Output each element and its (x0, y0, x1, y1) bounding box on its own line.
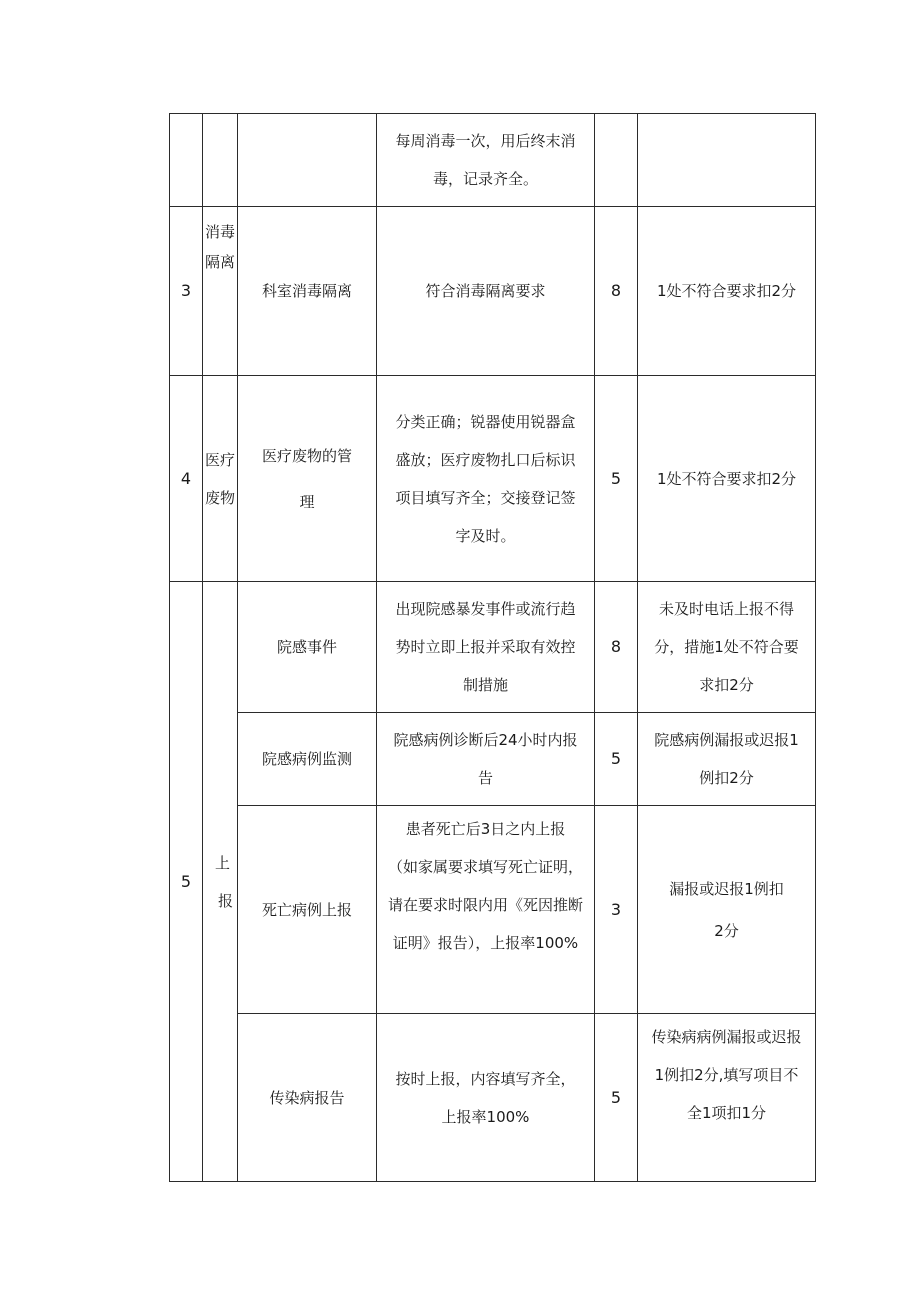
requirement-line: 势时立即上报并采取有效控 (395, 638, 576, 656)
cell-item (238, 376, 377, 582)
requirement-line: 患者死亡后3日之内上报 (405, 820, 566, 838)
category-line: 报 (217, 891, 233, 910)
rule-line: 未及时电话上报不得 (658, 600, 794, 618)
table-row-5-sub-4 (170, 1014, 816, 1182)
table-row-4 (170, 376, 816, 582)
cell-category (203, 582, 238, 1182)
requirement-line: 上报率100% (441, 1107, 530, 1126)
cell-item: 科室消毒隔离 (238, 207, 377, 376)
cell-rule (638, 1014, 816, 1182)
rule-line: 2分 (714, 921, 739, 940)
cell-requirement (377, 713, 595, 806)
cell-number: 3 (170, 207, 203, 376)
cell-rule: 1处不符合要求扣2分 (638, 376, 816, 582)
table-row-continuation (170, 114, 816, 207)
item-line: 医疗废物的管 (261, 446, 352, 465)
cell-score: 5 (595, 1014, 638, 1182)
cell-requirement (377, 376, 595, 582)
cell-item: 院感病例监测 (238, 713, 377, 806)
requirement-line: 毒，记录齐全。 (432, 170, 538, 188)
rule-line: 求扣2分 (699, 676, 754, 694)
cell-rule-empty (638, 114, 816, 207)
requirement-line: 告 (477, 769, 493, 787)
cell-score: 5 (595, 376, 638, 582)
cell-category (203, 376, 238, 582)
table-row-5-sub-2 (170, 713, 816, 806)
cell-score: 5 (595, 713, 638, 806)
requirement-line: 盛放；医疗废物扎口后标识 (395, 450, 576, 469)
cell-category (203, 207, 238, 376)
table-row-3 (170, 207, 816, 376)
rule-line: 漏报或迟报1例扣 (669, 879, 784, 898)
rule-line: 传染病病例漏报或迟报 (651, 1028, 802, 1046)
cell-item: 死亡病例上报 (238, 806, 377, 1014)
cell-requirement (377, 1014, 595, 1182)
cell-score: 8 (595, 207, 638, 376)
cell-rule: 1处不符合要求扣2分 (638, 207, 816, 376)
requirement-line: 请在要求时限内用《死因推断 (387, 896, 583, 914)
requirement-line: 每周消毒一次，用后终末消 (395, 132, 576, 150)
category-line: 医疗 (204, 450, 235, 469)
requirement-line: 字及时。 (455, 526, 516, 545)
cell-number: 5 (170, 582, 203, 1182)
category-line: 上 (214, 853, 230, 872)
cell-requirement (377, 582, 595, 713)
rule-line: 例扣2分 (699, 769, 754, 787)
cell-requirement (377, 806, 595, 1014)
category-line: 废物 (204, 488, 235, 507)
table-row-5-sub-3 (170, 806, 816, 1014)
rule-line: 1例扣2分,填写项目不 (654, 1066, 799, 1084)
requirement-line: 项目填写齐全；交接登记签 (395, 488, 576, 507)
cell-item-empty (238, 114, 377, 207)
cell-requirement (377, 114, 595, 207)
cell-score: 3 (595, 806, 638, 1014)
category-line: 消毒 (204, 223, 235, 241)
requirement-line: （如家属要求填写死亡证明， (387, 858, 583, 876)
scoring-table (169, 113, 816, 1182)
category-line: 隔离 (204, 253, 235, 271)
requirement-line: 院感病例诊断后24小时内报 (393, 731, 578, 749)
requirement-line: 分类正确；锐器使用锐器盒 (395, 412, 576, 431)
cell-item: 院感事件 (238, 582, 377, 713)
item-line: 理 (299, 492, 315, 511)
requirement-line: 制措施 (462, 676, 508, 694)
cell-category-empty (203, 114, 238, 207)
cell-number-empty (170, 114, 203, 207)
table-row-5-sub-1 (170, 582, 816, 713)
cell-score: 8 (595, 582, 638, 713)
cell-rule (638, 713, 816, 806)
requirement-line: 按时上报，内容填写齐全， (395, 1069, 576, 1088)
rule-line: 全1项扣1分 (686, 1104, 767, 1122)
rule-line: 院感病例漏报或迟报1 (654, 731, 799, 749)
cell-score-empty (595, 114, 638, 207)
cell-requirement: 符合消毒隔离要求 (377, 207, 595, 376)
rule-line: 分，措施1处不符合要 (654, 638, 799, 656)
cell-number: 4 (170, 376, 203, 582)
cell-rule (638, 582, 816, 713)
requirement-line: 出现院感暴发事件或流行趋 (395, 600, 576, 618)
cell-rule (638, 806, 816, 1014)
cell-item: 传染病报告 (238, 1014, 377, 1182)
requirement-line: 证明》报告），上报率100% (392, 934, 579, 952)
